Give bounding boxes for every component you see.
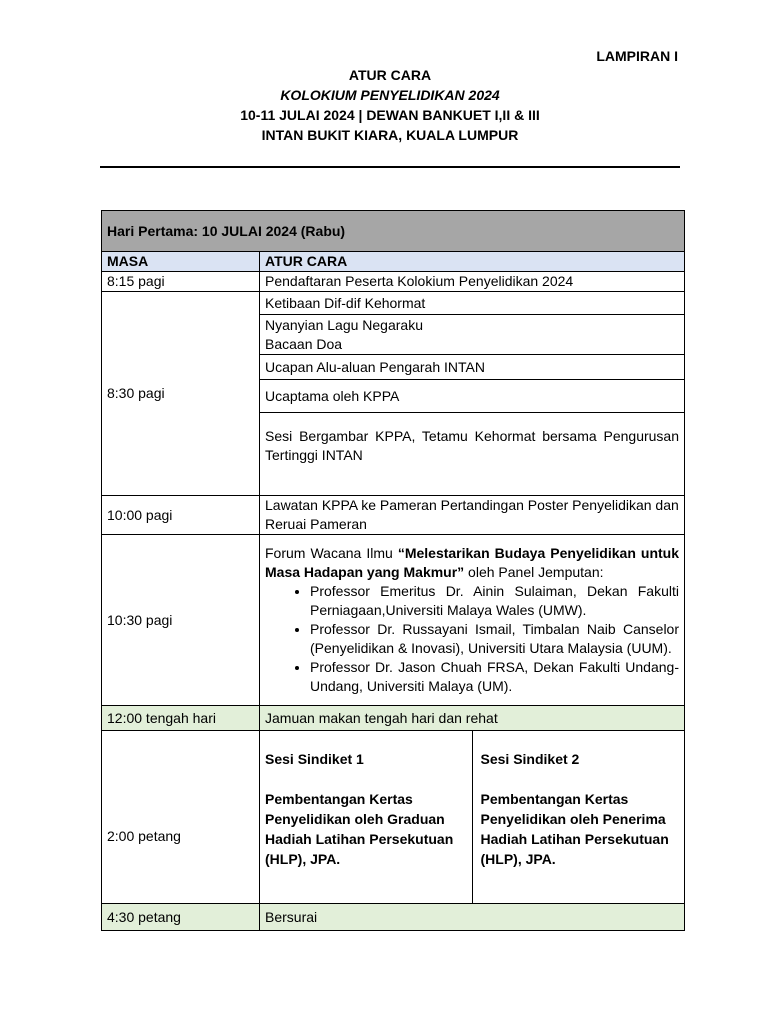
syndicate-session-1 [260,731,472,903]
syndicate-cell [260,731,685,904]
day-title: Hari Pertama: 10 JULAI 2024 (Rabu) [102,211,685,252]
day-header-row [102,211,685,252]
header-divider [100,166,680,168]
syndicate-title: Sesi Sindiket 2 [480,751,580,767]
time-cell: 10:30 pagi [102,535,260,706]
table-row [102,535,685,706]
column-header-row [102,252,685,272]
table-row [102,272,685,292]
table-row [102,706,685,731]
agenda-cell: Jamuan makan tengah hari dan rehat [260,706,685,731]
agenda-line: Bacaan Doa [265,335,343,352]
time-cell: 2:00 petang [102,731,260,904]
list-item: • Professor Emeritus Dr. Ainin Sulaiman, Dekan Fakulti Perniagaan,Universiti Malaya Wales (UMW). [310,582,679,620]
time-cell: 4:30 petang [102,904,260,931]
time-cell: 12:00 tengah hari [102,706,260,731]
agenda-cell: Bersurai [260,904,685,931]
col-masa: MASA [102,252,260,272]
forum-title: “Melestarikan Budaya Penyelidikan untuk Masa Hadapan yang Makmur” [265,545,679,580]
attachment-label: LAMPIRAN I [596,48,678,64]
table-row [102,731,685,904]
agenda-cell: Sesi Bergambar KPPA, Tetamu Kehormat bersama Pengurusan Tertinggi INTAN [260,413,685,496]
panel-list [265,582,679,696]
date-venue: 10-11 JULAI 2024 | DEWAN BANKUET I,II & III [240,107,540,123]
table-row [102,496,685,535]
table-row [102,904,685,931]
agenda-cell: Pendaftaran Peserta Kolokium Penyelidikan 2024 [260,272,685,292]
syndicate-description: Pembentangan Kertas Penyelidikan oleh Penerima Hadiah Latihan Persekutuan (HLP), JPA. [480,791,669,867]
table-row [102,292,685,315]
list-item: • Professor Dr. Jason Chuah FRSA, Dekan Fakulti Undang-Undang, Universiti Malaya (UM). [310,658,679,696]
agenda-line: Nyanyian Lagu Negaraku [265,316,423,333]
document-title: ATUR CARA [348,67,432,83]
document-header [0,65,768,145]
agenda-cell: Ucapan Alu-aluan Pengarah INTAN [260,355,685,380]
agenda-cell: Lawatan KPPA ke Pameran Pertandingan Poster Penyelidikan dan Reruai Pameran [260,496,685,535]
syndicate-table [260,731,684,903]
forum-cell [260,535,685,706]
col-atur-cara: ATUR CARA [260,252,685,272]
forum-intro-end: oleh Panel Jemputan: [464,564,604,580]
syndicate-session-2 [472,731,684,903]
time-cell: 10:00 pagi [102,496,260,535]
document-subtitle: KOLOKIUM PENYELIDIKAN 2024 [280,87,500,103]
syndicate-title: Sesi Sindiket 1 [265,751,364,767]
location: INTAN BUKIT KIARA, KUALA LUMPUR [261,127,519,143]
agenda-cell: Ucaptama oleh KPPA [260,380,685,413]
time-cell: 8:15 pagi [102,272,260,292]
agenda-cell: Ketibaan Dif-dif Kehormat [260,292,685,315]
schedule-table [101,210,685,931]
list-item: • Professor Dr. Russayani Ismail, Timbalan Naib Canselor (Penyelidikan & Inovasi), Universiti Utara Malaysia (UUM). [310,620,679,658]
syndicate-description: Pembentangan Kertas Penyelidikan oleh Graduan Hadiah Latihan Persekutuan (HLP), JPA. [265,791,454,867]
time-cell: 8:30 pagi [102,292,260,496]
forum-intro [265,544,679,582]
agenda-cell [260,315,685,355]
forum-intro-start: Forum Wacana Ilmu [265,545,398,561]
